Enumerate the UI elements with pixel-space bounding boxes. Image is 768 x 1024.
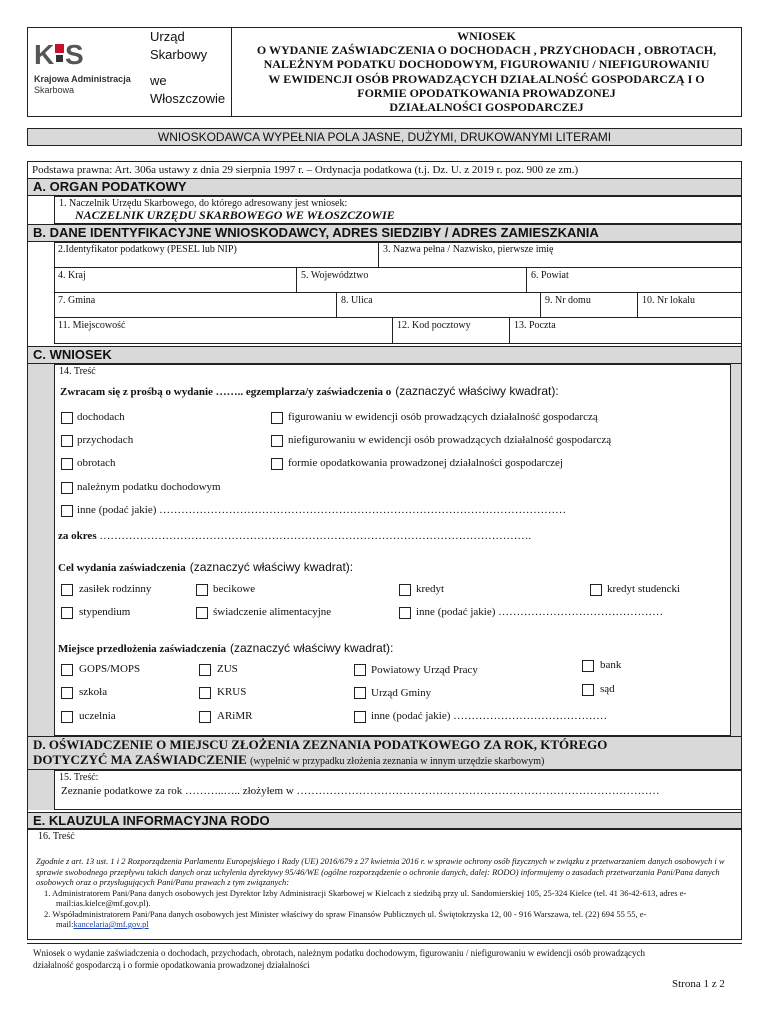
place-uczelnia-label: uczelnia xyxy=(79,710,116,722)
tax-office-label: 1. Naczelnik Urzędu Skarbowego, do którego adresowany jest wniosek: xyxy=(59,198,348,209)
checkbox-krus[interactable] xyxy=(199,687,211,699)
street-label: 8. Ulica xyxy=(341,295,373,306)
logo-name-line2: Skarbowa xyxy=(34,85,75,95)
rodo-box xyxy=(27,829,742,940)
section-a-title: A. ORGAN PODATKOWY xyxy=(33,179,187,194)
checkbox-gmina[interactable] xyxy=(354,687,366,699)
title-line2: O WYDANIE ZAŚWIADCZENIA O DOCHODACH , PRZYCHODACH , OBROTACH, xyxy=(256,43,717,58)
house-number-field[interactable] xyxy=(540,292,638,318)
voivodeship-label: 5. Województwo xyxy=(301,270,369,281)
checkbox-becikowe[interactable] xyxy=(196,584,208,596)
checkbox-figurowaniu[interactable] xyxy=(271,412,283,424)
country-label: 4. Kraj xyxy=(58,270,86,281)
tax-return-label: 15. Treść: xyxy=(59,772,99,783)
checkbox-obrotach[interactable] xyxy=(61,458,73,470)
apartment-number-field[interactable] xyxy=(637,292,742,318)
checkbox-szkola[interactable] xyxy=(61,687,73,699)
rodo-item-1: 1. Administratorem Pani/Pana danych osobowych jest Dyrektor Izby Administracji Skarbowej w Kielcach z siedzibą przy ul. Sandomierskiej 105, 25-324 Kielce (tel. 41 36-42-613, adres e-mail:ias.kielce@mf.gov.pl). xyxy=(44,887,687,908)
page-number: Strona 1 z 2 xyxy=(672,978,725,990)
town-label: 11. Miejscowość xyxy=(58,320,126,331)
period-row xyxy=(58,530,531,542)
county-label: 6. Powiat xyxy=(531,270,569,281)
office-line4: Włoszczowie xyxy=(150,91,226,106)
checkbox-sad[interactable] xyxy=(582,684,594,696)
section-c-margin xyxy=(28,364,54,736)
checkbox-naleznym[interactable] xyxy=(61,482,73,494)
place-zus-label: ZUS xyxy=(217,663,238,675)
option-formie-label: formie opodatkowania prowadzonej działalności gospodarczej xyxy=(288,457,563,469)
office-line2: Skarbowy xyxy=(150,47,208,62)
title-line3: NALEŻNYM PODATKU DOCHODOWYM, FIGUROWANIU / NIEFIGUROWANIU xyxy=(263,57,710,72)
apartment-number-label: 10. Nr lokalu xyxy=(642,295,696,306)
section-d-header xyxy=(27,736,742,770)
section-a-header xyxy=(27,178,742,196)
purpose-stypendium-label: stypendium xyxy=(79,606,131,618)
option-naleznym-label: należnym podatku dochodowym xyxy=(77,481,221,493)
option-przychodach-label: przychodach xyxy=(77,434,134,446)
municipality-field[interactable] xyxy=(54,292,337,318)
checkbox-niefigurowaniu[interactable] xyxy=(271,435,283,447)
tax-return-statement-box xyxy=(54,770,742,810)
kas-logo xyxy=(34,34,94,74)
title-line5: FORMIE OPODATKOWANIA PROWADZONEJ xyxy=(357,85,616,100)
tax-office-value: NACZELNIK URZĘDU SKARBOWEGO WE WŁOSZCZOWIE xyxy=(75,208,395,222)
section-c-title: C. WNIOSEK xyxy=(33,347,112,362)
rodo-email-link[interactable]: kancelaria@mf.gov.pl xyxy=(73,919,149,929)
checkbox-kredyt-studencki[interactable] xyxy=(590,584,602,596)
town-field[interactable] xyxy=(54,317,393,344)
office-name xyxy=(150,28,225,108)
section-b-title: B. DANE IDENTYFIKACYJNE WNIOSKODAWCY, ADRES SIEDZIBY / ADRES ZAMIESZKANIA xyxy=(33,225,599,240)
purpose-heading xyxy=(58,558,353,576)
request-content-label: 14. Treść xyxy=(59,366,96,377)
section-c-right-margin xyxy=(730,364,741,736)
purpose-zasilek-label: zasiłek rodzinny xyxy=(79,583,152,595)
full-name-label: 3. Nazwa pełna / Nazwisko, pierwsze imię xyxy=(383,244,554,255)
house-number-label: 9. Nr domu xyxy=(545,295,591,306)
checkbox-purpose-inne[interactable] xyxy=(399,607,411,619)
logo-name-line1: Krajowa Administracja xyxy=(34,74,131,84)
purpose-swiadczenie-label: świadczenie alimentacyjne xyxy=(213,606,332,618)
place-gmina-label: Urząd Gminy xyxy=(371,687,432,699)
section-b-header xyxy=(27,224,742,242)
place-inne-label: inne (podać jakie) …………………………………… xyxy=(371,710,608,722)
option-figurowaniu-label: figurowaniu w ewidencji osób prowadzących działalność gospodarczą xyxy=(288,411,598,423)
purpose-kredyt-label: kredyt xyxy=(416,583,445,595)
checkbox-bank[interactable] xyxy=(582,660,594,672)
option-niefigurowaniu-label: niefigurowaniu w ewidencji osób prowadzących działalność gospodarczą xyxy=(288,434,612,446)
period-input[interactable]: ………………………………………………………………………………………………………. xyxy=(99,530,532,542)
checkbox-stypendium[interactable] xyxy=(61,607,73,619)
instruction-text: WNIOSKODAWCA WYPEŁNIA POLA JASNE, DUŻYMI, DRUKOWANYMI LITERAMI xyxy=(157,130,612,144)
title-line6: DZIAŁALNOŚCI GOSPODARCZEJ xyxy=(389,100,584,115)
place-krus-label: KRUS xyxy=(217,686,247,698)
request-sentence xyxy=(60,382,559,400)
svg-text:S: S xyxy=(65,39,84,70)
request-hint-text: (zaznaczyć właściwy kwadrat): xyxy=(395,384,559,398)
checkbox-arimr[interactable] xyxy=(199,711,211,723)
street-field[interactable] xyxy=(336,292,541,318)
section-c-header xyxy=(27,346,742,364)
county-field[interactable] xyxy=(526,267,742,293)
checkbox-dochodach[interactable] xyxy=(61,412,73,424)
footer-line1: Wniosek o wydanie zaświadczenia o dochodach, przychodach, obrotach, należnym podatku dochodowym, figurowaniu / niefigurowaniu w ewidencji osób prowadzących xyxy=(33,948,646,958)
checkbox-gops[interactable] xyxy=(61,664,73,676)
checkbox-pup[interactable] xyxy=(354,664,366,676)
office-line3: we xyxy=(150,73,167,88)
postal-code-label: 12. Kod pocztowy xyxy=(397,320,471,331)
place-szkola-label: szkoła xyxy=(79,686,108,698)
checkbox-uczelnia[interactable] xyxy=(61,711,73,723)
period-label: za okres xyxy=(58,530,97,542)
purpose-inne-label: inne (podać jakie) ……………………………………… xyxy=(416,606,664,618)
municipality-label: 7. Gmina xyxy=(58,295,96,306)
place-gops-label: GOPS/MOPS xyxy=(79,663,141,675)
place-hint-text: (zaznaczyć właściwy kwadrat): xyxy=(230,641,394,655)
tax-office-field[interactable] xyxy=(54,196,742,224)
section-e-header xyxy=(27,812,742,829)
rodo-content-label: 16. Treść xyxy=(38,831,75,842)
title-line4: W EWIDENCJI OSÓB PROWADZĄCYCH DZIAŁALNOŚĆ GOSPODARCZĄ I O xyxy=(268,71,705,86)
tax-return-statement[interactable]: Zeznanie podatkowe za rok ………..….. złożyłem w ……………………………………………………………………………………… xyxy=(61,785,660,797)
title-line1: WNIOSEK xyxy=(457,29,516,43)
section-d-title-line2: DOTYCZYĆ MA ZAŚWIADCZENIE xyxy=(33,752,247,767)
footer-description xyxy=(33,947,745,971)
postal-code-field[interactable] xyxy=(392,317,510,344)
place-bank-label: bank xyxy=(600,659,622,671)
option-obrotach-label: obrotach xyxy=(77,457,116,469)
office-line1: Urząd xyxy=(150,29,185,44)
legal-basis: Podstawa prawna: Art. 306a ustawy z dnia 29 sierpnia 1997 r. – Ordynacja podatkowa (t.j. Dz. U. z 2019 r. poz. 900 ze zm.) xyxy=(32,164,579,176)
checkbox-kredyt[interactable] xyxy=(399,584,411,596)
country-field[interactable] xyxy=(54,267,297,293)
place-heading xyxy=(58,639,393,657)
checkbox-inne[interactable] xyxy=(61,505,73,517)
post-office-field[interactable] xyxy=(509,317,742,344)
place-bold-text: Miejsce przedłożenia zaświadczenia xyxy=(58,643,227,655)
checkbox-przychodach[interactable] xyxy=(61,435,73,447)
section-d-margin xyxy=(28,770,54,810)
form-title-box xyxy=(231,27,742,117)
section-d-title-line2-row xyxy=(33,752,741,769)
place-pup-label: Powiatowy Urząd Pracy xyxy=(371,664,478,676)
svg-text:K: K xyxy=(34,39,55,70)
rodo-item-2-text: 2. Współadministratorem Pani/Pana danych osobowych jest Minister właściwy do spraw Finansów Publicznych ul. Świętokrzyska 12, 00 - 916 Warszawa, tel. (22) 694 55 55, e-mail: xyxy=(44,908,647,929)
place-arimr-label: ARiMR xyxy=(217,710,253,722)
section-d-note: (wypełnić w przypadku złożenia zeznania w innym urzędzie skarbowym) xyxy=(250,756,545,767)
purpose-becikowe-label: becikowe xyxy=(213,583,256,595)
purpose-hint-text: (zaznaczyć właściwy kwadrat): xyxy=(189,560,354,574)
voivodeship-field[interactable] xyxy=(296,267,527,293)
tax-id-label: 2.Identyfikator podatkowy (PESEL lub NIP) xyxy=(58,244,237,255)
tax-id-field[interactable] xyxy=(54,242,379,268)
full-name-field[interactable] xyxy=(378,242,742,268)
rodo-paragraph: Zgodnie z art. 13 ust. 1 i 2 Rozporządzenia Parlamentu Europejskiego i Rady (UE) 2016/679 z 27 kwietnia 2016 r. w sprawie ochrony osób fizycznych w związku z przetwarzaniem danych osobowych i w sprawie swobodnego przepływu takich danych oraz uchylenia dyrektywy 95/46/WE (ogólne rozporządzenie o ochronie danych, dalej: RODO) informujemy o zasadach przetwarzania Pani/Pana danych osobowych oraz o przysługujących Pani/Panu prawach z tym związanych: xyxy=(36,856,725,887)
purpose-bold-text: Cel wydania zaświadczenia xyxy=(58,562,186,574)
request-bold-text: Zwracam się z prośbą o wydanie …….. egzemplarza/y zaświadczenia o xyxy=(60,386,392,398)
option-dochodach-label: dochodach xyxy=(77,411,125,423)
form-title xyxy=(232,28,741,114)
instruction-banner xyxy=(27,128,742,146)
option-inne-label: inne (podać jakie) ………………………………………………………………………………………………… xyxy=(77,504,567,516)
checkbox-swiadczenie[interactable] xyxy=(196,607,208,619)
footer-line2: działalność gospodarczą i o formie opodatkowania prowadzonej działalności xyxy=(33,960,310,970)
checkbox-zasilek[interactable] xyxy=(61,584,73,596)
section-e-title: E. KLAUZULA INFORMACYJNA RODO xyxy=(33,813,270,828)
place-sad-label: sąd xyxy=(600,683,615,695)
section-d-title-line1: D. OŚWIADCZENIE O MIEJSCU ZŁOŻENIA ZEZNANIA PODATKOWEGO ZA ROK, KTÓREGO xyxy=(33,737,608,752)
purpose-kredyt-studencki-label: kredyt studencki xyxy=(607,583,681,595)
header-logo-box xyxy=(27,27,231,117)
rodo-text xyxy=(36,856,736,930)
post-office-label: 13. Poczta xyxy=(514,320,556,331)
footer-divider xyxy=(27,943,742,944)
rodo-item-2 xyxy=(36,909,736,930)
checkbox-zus[interactable] xyxy=(199,664,211,676)
checkbox-formie[interactable] xyxy=(271,458,283,470)
checkbox-place-inne[interactable] xyxy=(354,711,366,723)
